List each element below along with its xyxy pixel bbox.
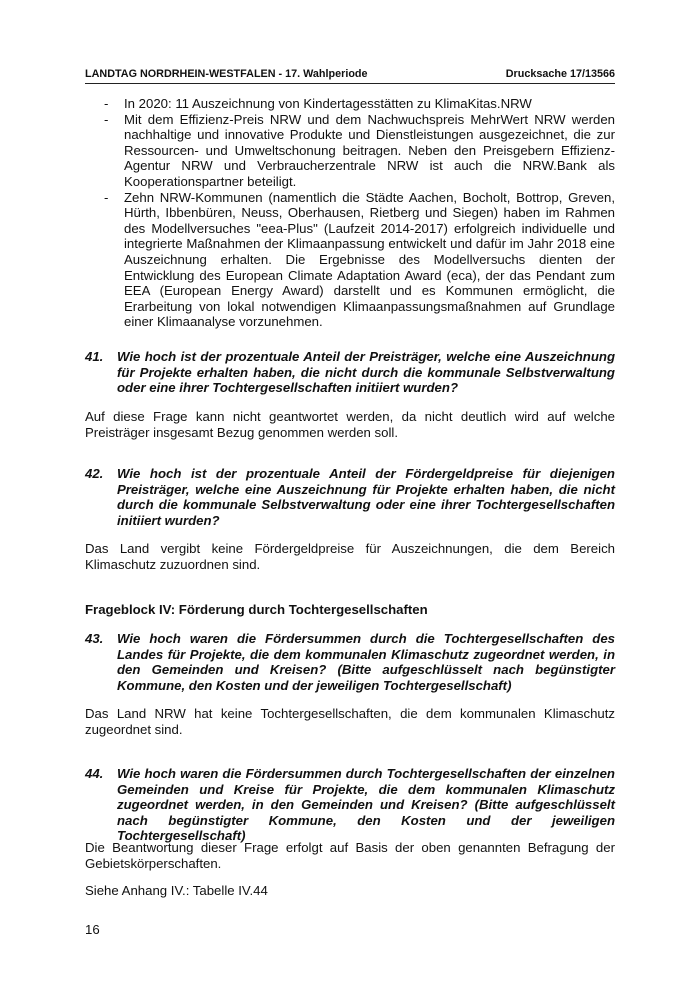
answer-41: Auf diese Frage kann nicht geantwortet werden, da nicht deutlich wird auf welche Preisträger insgesamt Bezug genommen werden soll. xyxy=(85,409,615,440)
section-heading: Frageblock IV: Förderung durch Tochtergesellschaften xyxy=(85,602,428,617)
answer-42: Das Land vergibt keine Fördergeldpreise für Auszeichnungen, die dem Bereich Klimaschutz zuzuordnen sind. xyxy=(85,541,615,572)
question-41 xyxy=(85,349,615,396)
question-text: Wie hoch ist der prozentuale Anteil der Fördergeldpreise für diejenigen Preisträger, welche eine Auszeichnung für Projekte erhalten haben, die nicht durch die kommunale Selbstverwaltung oder eine ihrer Tochtergesellschaften initiiert wurden? xyxy=(117,466,615,528)
question-43 xyxy=(85,631,615,693)
bullet-list xyxy=(104,96,615,330)
bullet-dash: - xyxy=(104,189,109,205)
question-44 xyxy=(85,766,615,844)
question-text: Wie hoch waren die Fördersummen durch Tochtergesellschaften der einzelnen Gemeinden und Kreise für Projekte, die dem kommunalen Klimaschutz zugeordnet werden, in den Gemeinden und Kreisen? (Bitte aufgeschlüsselt nach begünstigter Kommune, den Kosten und der jeweiligen Tochtergesellschaft) xyxy=(117,766,615,844)
question-number: 42. xyxy=(85,466,104,481)
answer-44: Die Beantwortung dieser Frage erfolgt auf Basis der oben genannten Befragung der Gebietskörperschaften. xyxy=(85,840,615,871)
question-42 xyxy=(85,466,615,528)
page-header xyxy=(85,68,615,84)
bullet-dash: - xyxy=(104,111,109,127)
page-number: 16 xyxy=(85,922,100,937)
list-item xyxy=(104,190,615,330)
header-left: LANDTAG NORDRHEIN-WESTFALEN - 17. Wahlperiode xyxy=(85,68,368,80)
list-item xyxy=(104,112,615,190)
reference-note: Siehe Anhang IV.: Tabelle IV.44 xyxy=(85,883,268,898)
question-text: Wie hoch ist der prozentuale Anteil der Preisträger, welche eine Auszeichnung für Projekte erhalten haben, die nicht durch die kommunale Selbstverwaltung oder eine ihrer Tochtergesellschaften initiiert wurden? xyxy=(117,349,615,396)
answer-43: Das Land NRW hat keine Tochtergesellschaften, die dem kommunalen Klimaschutz zugeordnet sind. xyxy=(85,706,615,737)
question-text: Wie hoch waren die Fördersummen durch die Tochtergesellschaften des Landes für Projekte, die dem kommunalen Klimaschutz zugeordnet werden, in den Gemeinden und Kreisen? (Bitte aufgeschlüsselt nach begünstigter Kommune, den Kosten und der jeweiligen Tochtergesellschaft) xyxy=(117,631,615,693)
bullet-text: In 2020: 11 Auszeichnung von Kindertagesstätten zu KlimaKitas.NRW xyxy=(124,96,532,111)
question-number: 44. xyxy=(85,766,104,781)
list-item xyxy=(104,96,615,112)
bullet-text: Mit dem Effizienz-Preis NRW und dem Nachwuchspreis MehrWert NRW werden nachhaltige und innovative Produkte und Dienstleistungen ausgezeichnet, die zur Ressourcen- und Umweltschonung beitragen. Neben den Preisgebern Effizienz-Agentur NRW und Verbraucherzentrale NRW ist auch die NRW.Bank als Kooperationspartner beteiligt. xyxy=(124,111,615,189)
question-number: 43. xyxy=(85,631,104,646)
bullet-text: Zehn NRW-Kommunen (namentlich die Städte Aachen, Bocholt, Bottrop, Greven, Hürth, Ibbenbüren, Neuss, Oberhausen, Rietberg und Siegen) haben im Rahmen des Modellversuches "eea-Plus" (Laufzeit 2014-2017) erfolgreich individuelle und integrierte Maßnahmen der Klimaanpassung entwickelt und dafür im Jahr 2018 eine Auszeichnung erhalten. Die Ergebnisse des Modellversuchs dienten der Entwicklung des European Climate Adaptation Award (eca), der das Pendant zum EEA (European Energy Award) darstellt und es Kommunen ermöglicht, die Erarbeitung von lokal notwendigen Klimaanpassungsmaßnahmen auf Grundlage einer Klimaanalyse vorzunehmen. xyxy=(124,189,615,330)
header-right: Drucksache 17/13566 xyxy=(505,68,615,80)
question-number: 41. xyxy=(85,349,104,364)
bullet-dash: - xyxy=(104,96,109,111)
